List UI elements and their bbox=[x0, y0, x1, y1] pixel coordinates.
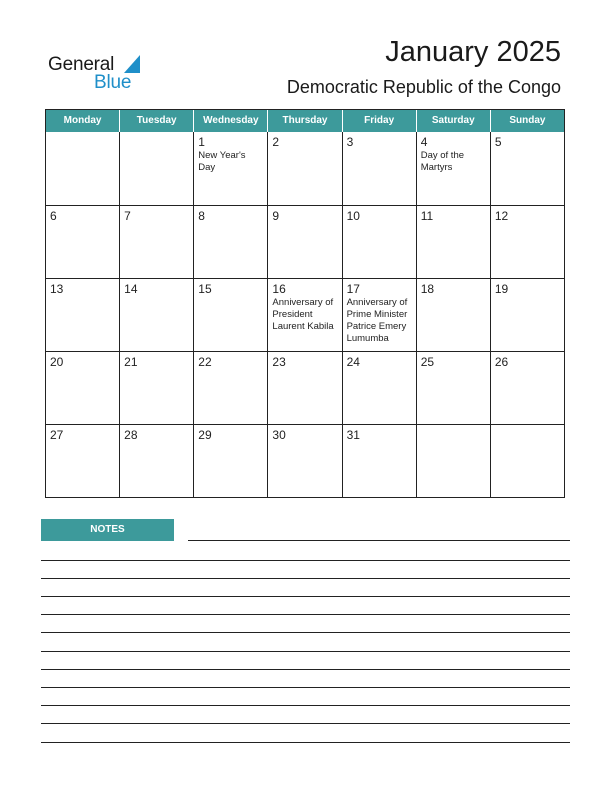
day-number: 18 bbox=[420, 282, 435, 296]
country-subtitle: Democratic Republic of the Congo bbox=[286, 77, 561, 97]
day-number: 8 bbox=[198, 209, 205, 223]
weekday-header: Friday bbox=[343, 110, 417, 132]
calendar-day-cell bbox=[417, 132, 491, 205]
notes-label: NOTES bbox=[41, 519, 174, 541]
weekday-header: Wednesday bbox=[194, 110, 268, 132]
calendar-day-cell bbox=[343, 352, 417, 424]
weekday-header: Tuesday bbox=[120, 110, 194, 132]
day-number: 11 bbox=[420, 209, 434, 223]
day-number: 10 bbox=[346, 209, 360, 223]
calendar-day-cell bbox=[343, 132, 417, 205]
holiday-label: Day of the Martyrs bbox=[420, 150, 465, 173]
calendar-day-cell bbox=[46, 206, 120, 278]
calendar-day-cell bbox=[120, 425, 194, 497]
day-number: 30 bbox=[272, 428, 286, 442]
calendar-day-cell bbox=[120, 279, 194, 351]
notes-line bbox=[41, 742, 570, 743]
day-number: 5 bbox=[494, 135, 502, 149]
calendar-day-cell bbox=[343, 206, 417, 278]
calendar-day-cell bbox=[417, 206, 491, 278]
calendar-day-cell bbox=[491, 206, 564, 278]
weekday-header: Sunday bbox=[509, 115, 546, 126]
logo-blue-text: Blue bbox=[94, 72, 132, 93]
day-number: 17 bbox=[346, 282, 360, 296]
calendar-day-cell bbox=[343, 279, 417, 351]
calendar-weeks bbox=[46, 132, 564, 497]
calendar-day-cell bbox=[46, 279, 120, 351]
day-number: 23 bbox=[272, 355, 286, 369]
calendar-day-cell bbox=[491, 279, 564, 351]
calendar-day-cell bbox=[120, 352, 194, 424]
page-title: January 2025 bbox=[385, 36, 561, 68]
calendar-week-row bbox=[46, 424, 564, 497]
calendar-day-cell bbox=[491, 425, 564, 497]
calendar-grid bbox=[45, 109, 565, 498]
calendar-day-cell bbox=[46, 425, 120, 497]
calendar-day-cell bbox=[417, 279, 491, 351]
notes-line bbox=[41, 687, 570, 688]
day-number: 12 bbox=[494, 209, 509, 223]
calendar-day-cell bbox=[194, 132, 268, 205]
day-number: 29 bbox=[198, 428, 212, 442]
notes-line bbox=[41, 669, 570, 670]
day-number: 3 bbox=[346, 135, 354, 149]
day-number: 13 bbox=[50, 282, 64, 296]
notes-line bbox=[41, 651, 570, 652]
notes-line bbox=[41, 632, 570, 633]
day-number: 9 bbox=[272, 209, 280, 223]
notes-line bbox=[41, 614, 570, 615]
day-number: 15 bbox=[198, 282, 212, 296]
weekday-header: Monday bbox=[46, 110, 120, 132]
day-number: 22 bbox=[198, 355, 212, 369]
notes-line bbox=[41, 578, 570, 579]
notes-line bbox=[41, 705, 570, 706]
calendar-day-cell bbox=[268, 132, 342, 205]
day-number: 25 bbox=[420, 355, 435, 369]
calendar-day-cell bbox=[491, 132, 564, 205]
holiday-label: Anniversary of Prime Minister Patrice Emery Lumumba bbox=[346, 297, 408, 344]
calendar-day-cell bbox=[194, 352, 268, 424]
holiday-label: New Year's Day bbox=[198, 150, 246, 173]
day-number: 19 bbox=[494, 282, 509, 296]
day-number: 4 bbox=[420, 135, 428, 149]
calendar-day-cell bbox=[194, 206, 268, 278]
calendar-day-cell bbox=[417, 425, 491, 497]
day-number: 24 bbox=[346, 355, 360, 369]
calendar-day-cell bbox=[46, 132, 120, 205]
calendar-day-cell bbox=[120, 206, 194, 278]
day-number: 31 bbox=[346, 428, 360, 442]
calendar-week-row bbox=[46, 351, 564, 424]
calendar-week-row bbox=[46, 278, 564, 351]
day-number: 2 bbox=[272, 135, 280, 149]
weekday-header-row bbox=[46, 110, 564, 132]
day-number: 6 bbox=[50, 209, 57, 223]
calendar-day-cell bbox=[268, 425, 342, 497]
calendar-day-cell bbox=[417, 352, 491, 424]
day-number: 27 bbox=[50, 428, 64, 442]
calendar-week-row bbox=[46, 132, 564, 205]
day-number: 14 bbox=[124, 282, 138, 296]
day-number: 20 bbox=[50, 355, 64, 369]
logo-general-text: General bbox=[48, 54, 115, 75]
calendar-day-cell bbox=[268, 352, 342, 424]
day-number: 7 bbox=[124, 209, 131, 223]
notes-line bbox=[41, 723, 570, 724]
day-number: 26 bbox=[494, 355, 509, 369]
notes-line bbox=[41, 596, 570, 597]
day-number: 1 bbox=[198, 135, 205, 149]
notes-line bbox=[41, 560, 570, 561]
weekday-header: Saturday bbox=[417, 110, 491, 132]
calendar-day-cell bbox=[268, 206, 342, 278]
general-blue-logo bbox=[48, 52, 158, 92]
calendar-day-cell bbox=[194, 279, 268, 351]
logo-triangle-icon bbox=[124, 55, 140, 73]
calendar-day-cell bbox=[343, 425, 417, 497]
calendar-week-row bbox=[46, 205, 564, 278]
day-number: 28 bbox=[124, 428, 138, 442]
weekday-header: Thursday bbox=[268, 110, 342, 132]
calendar-day-cell bbox=[491, 352, 564, 424]
notes-line bbox=[188, 540, 570, 541]
holiday-label: Anniversary of President Laurent Kabila bbox=[272, 297, 334, 332]
calendar-day-cell bbox=[194, 425, 268, 497]
day-number: 21 bbox=[124, 355, 138, 369]
calendar-day-cell bbox=[120, 132, 194, 205]
day-number: 16 bbox=[272, 282, 286, 296]
calendar-day-cell bbox=[46, 352, 120, 424]
calendar-day-cell bbox=[268, 279, 342, 351]
